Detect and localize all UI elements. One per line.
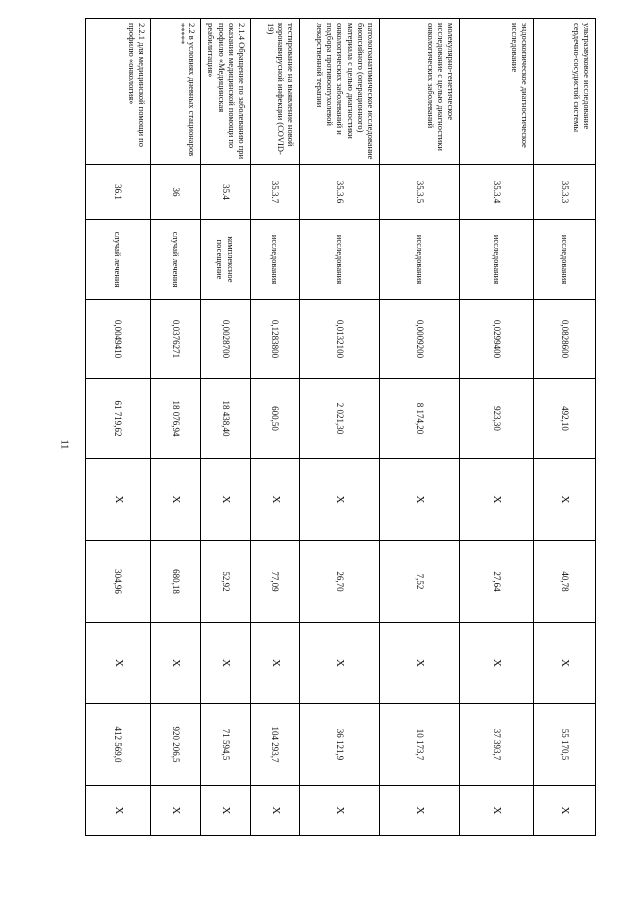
row-x1: X: [300, 459, 380, 541]
row-code: 35.3.3: [534, 165, 596, 220]
row-sum: 412 569,0: [86, 704, 151, 786]
row-name: молекулярно-генетическое исследование с целью диагностики онкологических заболеваний: [380, 19, 460, 165]
table-row: [151, 19, 201, 836]
table-row: [300, 19, 380, 836]
row-x3: X: [151, 786, 201, 836]
row-unit: случай лечения: [86, 220, 151, 300]
table-wrapper: [86, 18, 596, 835]
row-cost2: 680,18: [151, 541, 201, 623]
row-cost2: 304,96: [86, 541, 151, 623]
rotated-table: [86, 18, 596, 835]
table-row: [251, 19, 300, 836]
row-code: 36: [151, 165, 201, 220]
row-x3: X: [86, 786, 151, 836]
page-number: 11: [58, 439, 70, 450]
row-x2: X: [251, 623, 300, 704]
row-cost1: 492,10: [534, 379, 596, 459]
row-norm: 0,1283800: [251, 300, 300, 379]
row-sum: 104 293,7: [251, 704, 300, 786]
row-name: ультразвуковое исследование сердечно-сосудистой системы: [534, 19, 596, 165]
row-cost2: 77,09: [251, 541, 300, 623]
row-sum: 10 173,7: [380, 704, 460, 786]
row-x1: X: [460, 459, 534, 541]
row-cost1: 923,30: [460, 379, 534, 459]
row-x2: X: [534, 623, 596, 704]
row-x2: X: [460, 623, 534, 704]
row-sum: 920 206,5: [151, 704, 201, 786]
table-row: [86, 19, 151, 836]
row-sum: 71 594,5: [201, 704, 251, 786]
row-x2: X: [86, 623, 151, 704]
row-x1: X: [534, 459, 596, 541]
row-norm: 0,0828600: [534, 300, 596, 379]
row-cost1: 18 438,40: [201, 379, 251, 459]
row-unit: исследования: [300, 220, 380, 300]
row-cost2: 27,64: [460, 541, 534, 623]
row-unit: исследования: [251, 220, 300, 300]
row-x2: X: [300, 623, 380, 704]
row-cost1: 61 719,62: [86, 379, 151, 459]
table-row: [201, 19, 251, 836]
row-cost2: 52,92: [201, 541, 251, 623]
row-unit: исследования: [460, 220, 534, 300]
table-body: [86, 19, 596, 836]
row-unit: комплексное посещение: [201, 220, 251, 300]
row-x3: X: [460, 786, 534, 836]
table-row: [380, 19, 460, 836]
row-sum: 36 121,9: [300, 704, 380, 786]
row-code: 35.3.7: [251, 165, 300, 220]
row-name: 2.1.4 Обращение по заболеванию при оказании медицинской помощи по профилю «Медицинская реабилитация»: [201, 19, 251, 165]
row-x3: X: [380, 786, 460, 836]
row-unit: исследования: [534, 220, 596, 300]
row-x3: X: [300, 786, 380, 836]
row-cost2: 26,70: [300, 541, 380, 623]
row-cost1: 8 174,20: [380, 379, 460, 459]
row-norm: 0,0049410: [86, 300, 151, 379]
row-cost2: 7,52: [380, 541, 460, 623]
row-name: патологоанатомическое исследование биопсийного (операционного) материала с целью диагностики онкологических заболеваний и подбора противоопухолевой лекарственной терапии: [300, 19, 380, 165]
tariff-table: [85, 18, 596, 836]
row-sum: 37 393,7: [460, 704, 534, 786]
row-name: эндоскопическое диагностическое исследование: [460, 19, 534, 165]
row-x2: X: [151, 623, 201, 704]
table-row: [460, 19, 534, 836]
row-cost1: 18 076,94: [151, 379, 201, 459]
row-norm: 0,0009200: [380, 300, 460, 379]
row-x2: X: [201, 623, 251, 704]
row-x3: X: [201, 786, 251, 836]
row-x3: X: [534, 786, 596, 836]
row-unit: случай лечения: [151, 220, 201, 300]
row-code: 35.3.4: [460, 165, 534, 220]
row-x1: X: [380, 459, 460, 541]
row-x2: X: [380, 623, 460, 704]
row-cost1: 2 021,30: [300, 379, 380, 459]
row-name: тестирование на выявление новой коронавирусной инфекции (COVID-19): [251, 19, 300, 165]
row-unit: исследования: [380, 220, 460, 300]
row-cost2: 40,78: [534, 541, 596, 623]
row-code: 35.4: [201, 165, 251, 220]
row-norm: 0,0028700: [201, 300, 251, 379]
row-x1: X: [201, 459, 251, 541]
row-code: 36.1: [86, 165, 151, 220]
row-norm: 0,0376271: [151, 300, 201, 379]
row-name: 2.2 в условиях дневных стационаров *****: [151, 19, 201, 165]
row-norm: 0,0299400: [460, 300, 534, 379]
row-x3: X: [251, 786, 300, 836]
table-row: [534, 19, 596, 836]
row-cost1: 600,50: [251, 379, 300, 459]
row-x1: X: [86, 459, 151, 541]
row-name: 2.2.1 для медицинской помощи по профилю «онкология»: [86, 19, 151, 165]
row-x1: X: [251, 459, 300, 541]
row-norm: 0,0132100: [300, 300, 380, 379]
row-sum: 55 170,5: [534, 704, 596, 786]
row-code: 35.3.5: [380, 165, 460, 220]
row-code: 35.3.6: [300, 165, 380, 220]
row-x1: X: [151, 459, 201, 541]
